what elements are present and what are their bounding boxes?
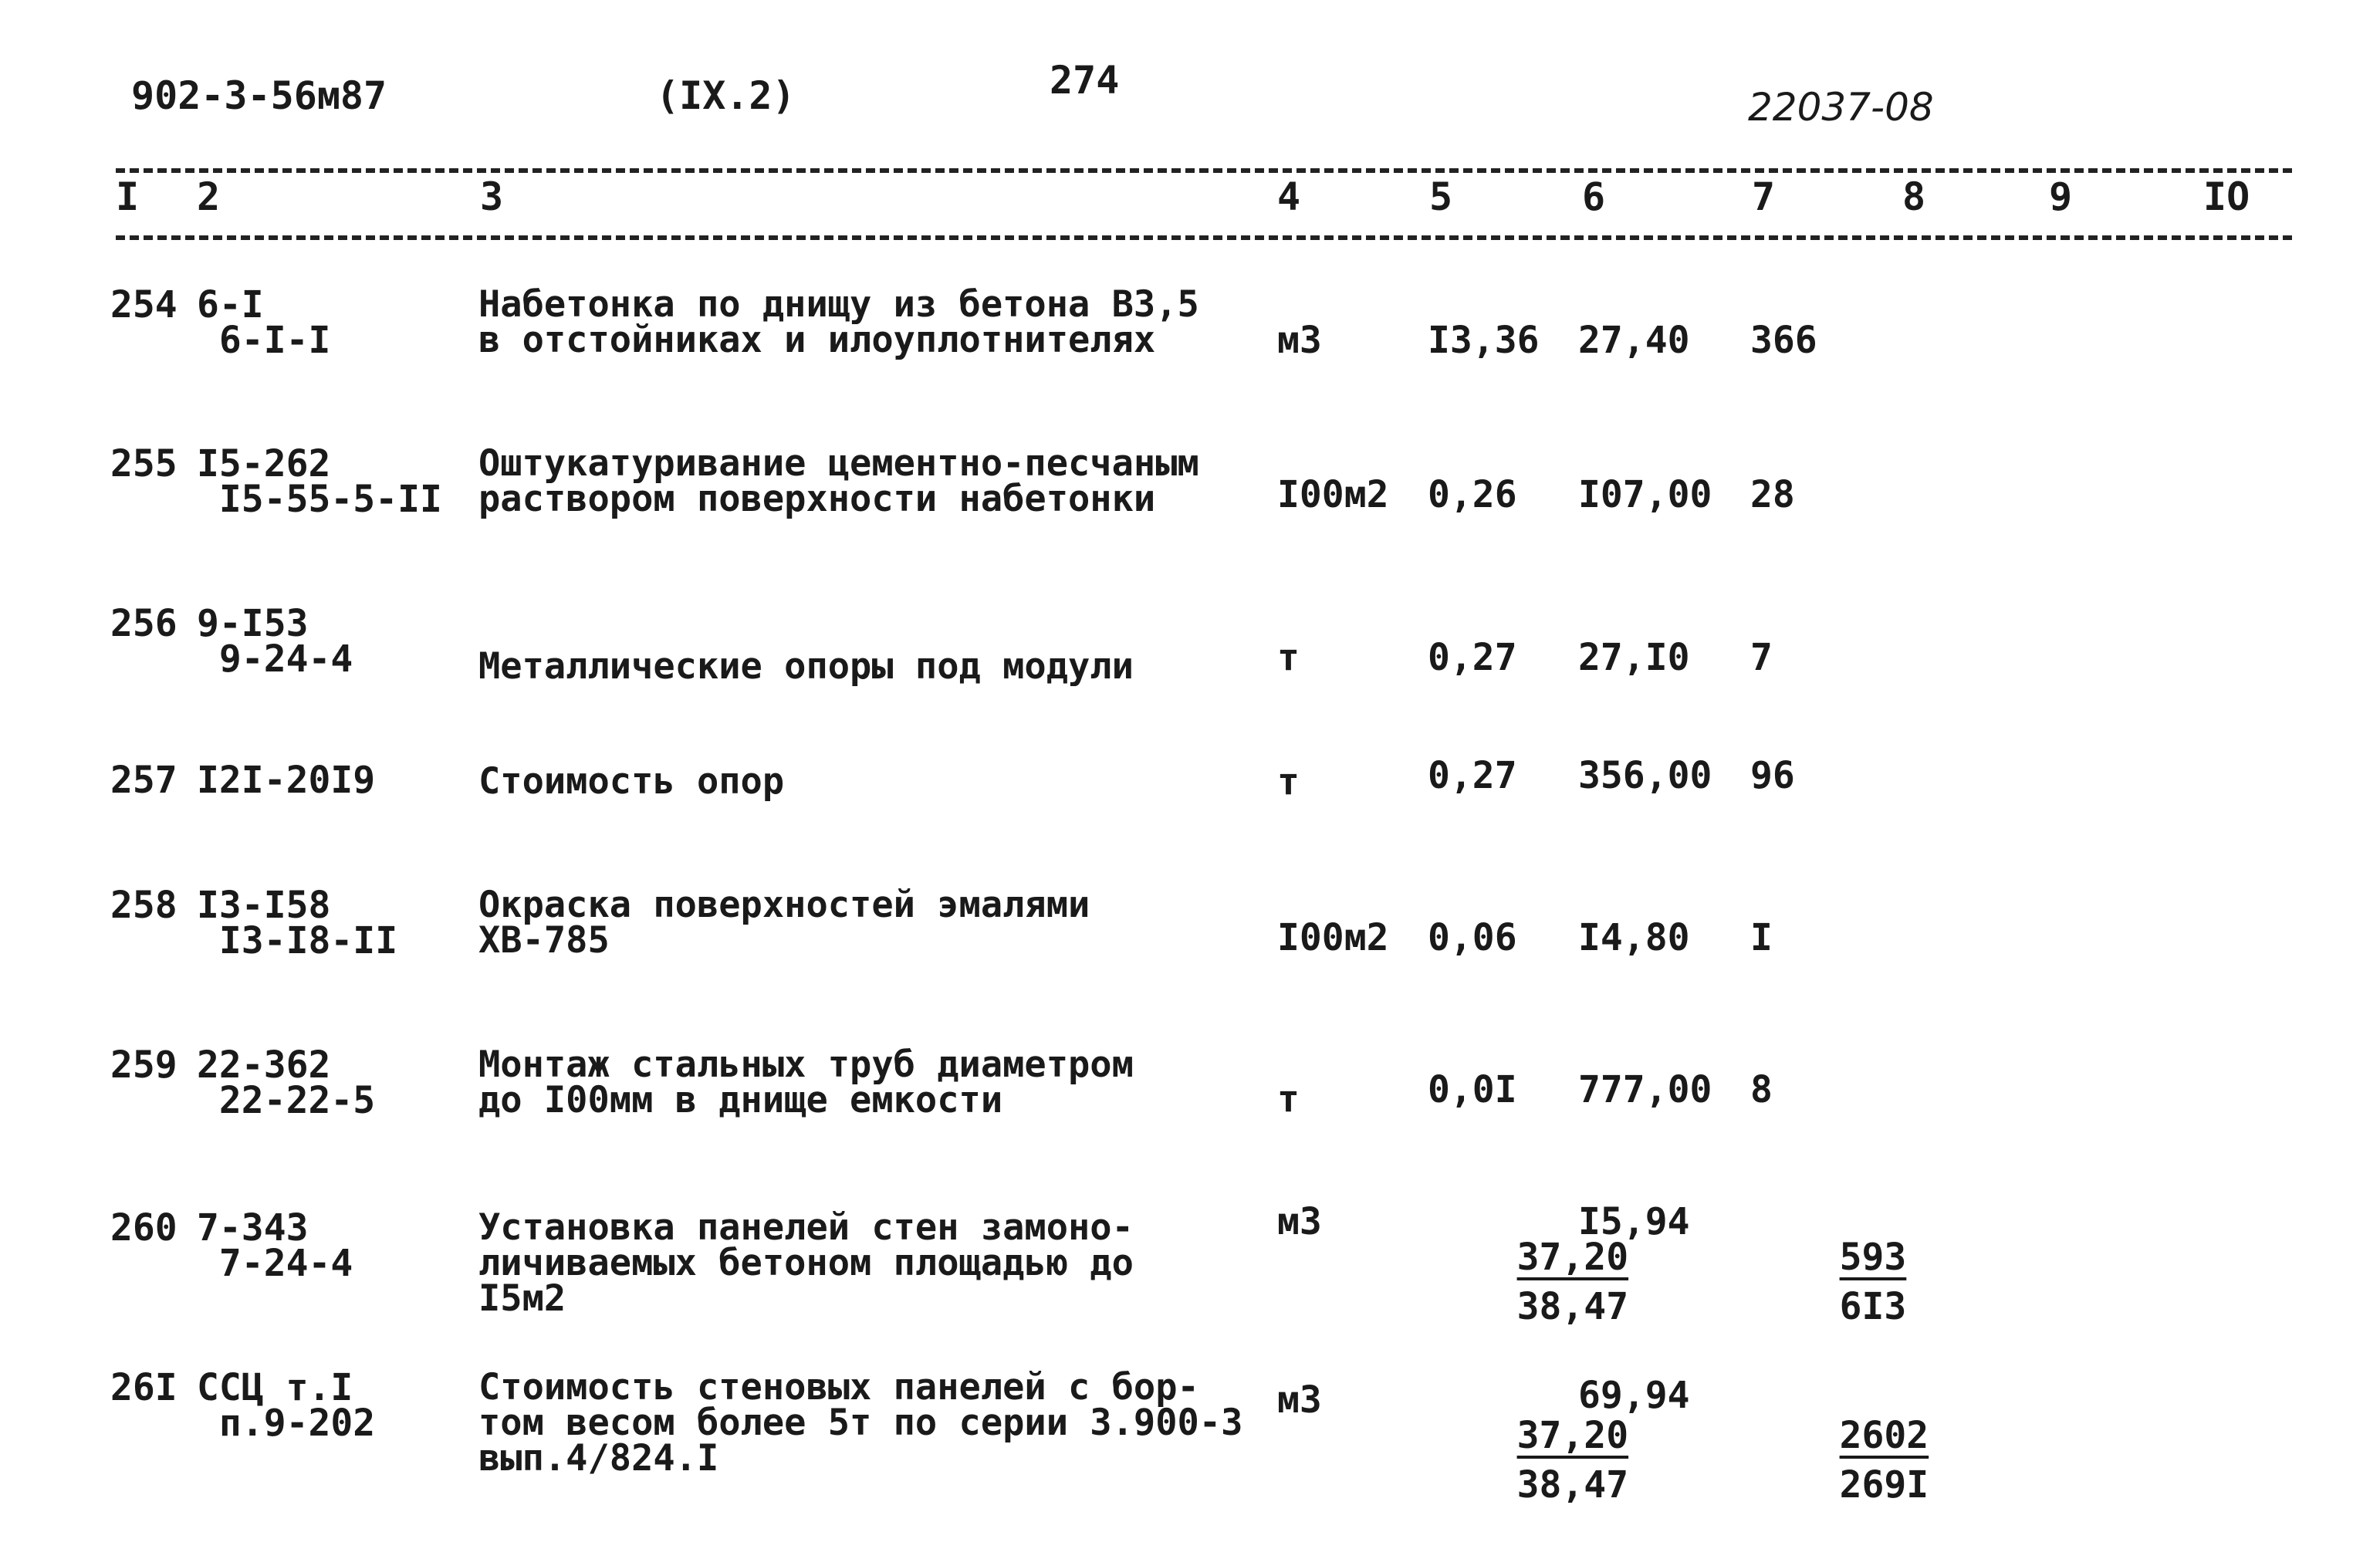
work-description: Установка панелей стен замоно- личиваемых бетоном площадью до I5м2 (478, 1206, 1134, 1320)
rate-code: ССЦ т.I п.9-202 (197, 1366, 376, 1445)
table-row (0, 283, 2380, 403)
section-number: (IX.2) (656, 73, 796, 118)
table-row (0, 1366, 2380, 1507)
work-description: Металлические опоры под модули (478, 645, 1134, 688)
work-description: Набетонка по днищу из бетона В3,5 в отстойниках и илоуплотнителях (478, 283, 1199, 361)
rate-code: 6-I 6-I-I (197, 283, 331, 362)
total-cost: 28 (1750, 473, 1795, 516)
total-cost: 366 (1750, 319, 1817, 362)
total-cost: 2602 (1839, 1414, 1929, 1457)
table-row (0, 1200, 2380, 1328)
unit: т (1277, 636, 1300, 679)
row-number: 256 (110, 602, 177, 645)
quantity: 37,20 (1516, 1414, 1629, 1457)
col-header-10: IO (2203, 174, 2250, 219)
unit-price: 356,00 (1578, 754, 1712, 797)
unit-price: 27,40 (1578, 319, 1690, 362)
quantity: 0,0I (1428, 1068, 1517, 1111)
row-number: 255 (110, 442, 177, 485)
unit-price: I07,00 (1578, 473, 1712, 516)
unit: м3 (1277, 1378, 1322, 1422)
total-cost-adjusted: 269I (1839, 1463, 1929, 1507)
unit: I00м2 (1277, 473, 1389, 516)
total-cost: 7 (1750, 636, 1773, 679)
total-cost: 8 (1750, 1068, 1773, 1111)
table-row (0, 1043, 2380, 1163)
total-cost: 593 (1839, 1236, 1907, 1279)
col-header-3: 3 (480, 174, 504, 219)
table-row (0, 602, 2380, 722)
unit: I00м2 (1277, 916, 1389, 959)
unit: т (1277, 760, 1300, 803)
col-header-9: 9 (2049, 174, 2073, 219)
table-row (0, 884, 2380, 1003)
page-number: 274 (1050, 58, 1120, 103)
quantity: 0,27 (1428, 754, 1517, 797)
total-cost-fraction (1750, 1382, 1929, 1538)
work-description: Стоимость стеновых панелей с бор- том весом более 5т по серии 3.900-3 вып.4/824.I (478, 1366, 1243, 1480)
col-header-2: 2 (197, 174, 221, 219)
total-cost: I (1750, 916, 1773, 959)
col-header-6: 6 (1582, 174, 1606, 219)
unit-price: I5,94 (1578, 1200, 1690, 1243)
total-cost: 96 (1750, 754, 1795, 797)
col-header-7: 7 (1752, 174, 1776, 219)
quantity: 37,20 (1516, 1236, 1629, 1279)
quantity-adjusted: 38,47 (1516, 1285, 1629, 1328)
rate-code: I5-262 I5-55-5-II (197, 442, 442, 521)
col-header-4: 4 (1277, 174, 1301, 219)
col-header-1: I (116, 174, 140, 219)
unit-price: 777,00 (1578, 1068, 1712, 1111)
header-rule-bottom (116, 235, 2292, 240)
work-description: Стоимость опор (478, 760, 785, 803)
quantity: 0,27 (1428, 636, 1517, 679)
unit-price: 69,94 (1578, 1374, 1690, 1417)
rate-code: I2I-20I9 (197, 759, 376, 802)
rate-code: 7-343 7-24-4 (197, 1206, 353, 1285)
row-number: 259 (110, 1043, 177, 1087)
work-description: Оштукатуривание цементно-песчаным раствором поверхности набетонки (478, 442, 1199, 520)
unit: м3 (1277, 319, 1322, 362)
total-cost-fraction (1750, 1204, 1906, 1360)
row-number: 260 (110, 1206, 177, 1250)
work-description: Монтаж стальных труб диаметром до I00мм в днище емкости (478, 1043, 1134, 1121)
quantity-adjusted: 38,47 (1516, 1463, 1629, 1507)
row-number: 258 (110, 884, 177, 927)
col-header-8: 8 (1902, 174, 1926, 219)
quantity: I3,36 (1428, 319, 1540, 362)
archive-number: 22037-08 (1748, 85, 1934, 130)
quantity: 0,26 (1428, 473, 1517, 516)
col-header-5: 5 (1429, 174, 1453, 219)
rate-code: 9-I53 9-24-4 (197, 602, 353, 681)
unit: м3 (1277, 1200, 1322, 1243)
document-code: 902-3-56м87 (131, 73, 387, 118)
row-number: 254 (110, 283, 177, 326)
rate-code: I3-I58 I3-I8-II (197, 884, 398, 962)
rate-code: 22-362 22-22-5 (197, 1043, 376, 1122)
unit-price: 27,I0 (1578, 636, 1690, 679)
work-description: Окраска поверхностей эмалями ХВ-785 (478, 884, 1090, 962)
header-rule-top (116, 168, 2292, 173)
row-number: 26I (110, 1366, 177, 1409)
unit-price: I4,80 (1578, 916, 1690, 959)
total-cost-adjusted: 6I3 (1839, 1285, 1907, 1328)
quantity: 0,06 (1428, 916, 1517, 959)
table-row (0, 754, 2380, 878)
row-number: 257 (110, 759, 177, 802)
unit: т (1277, 1077, 1300, 1121)
table-row (0, 442, 2380, 562)
